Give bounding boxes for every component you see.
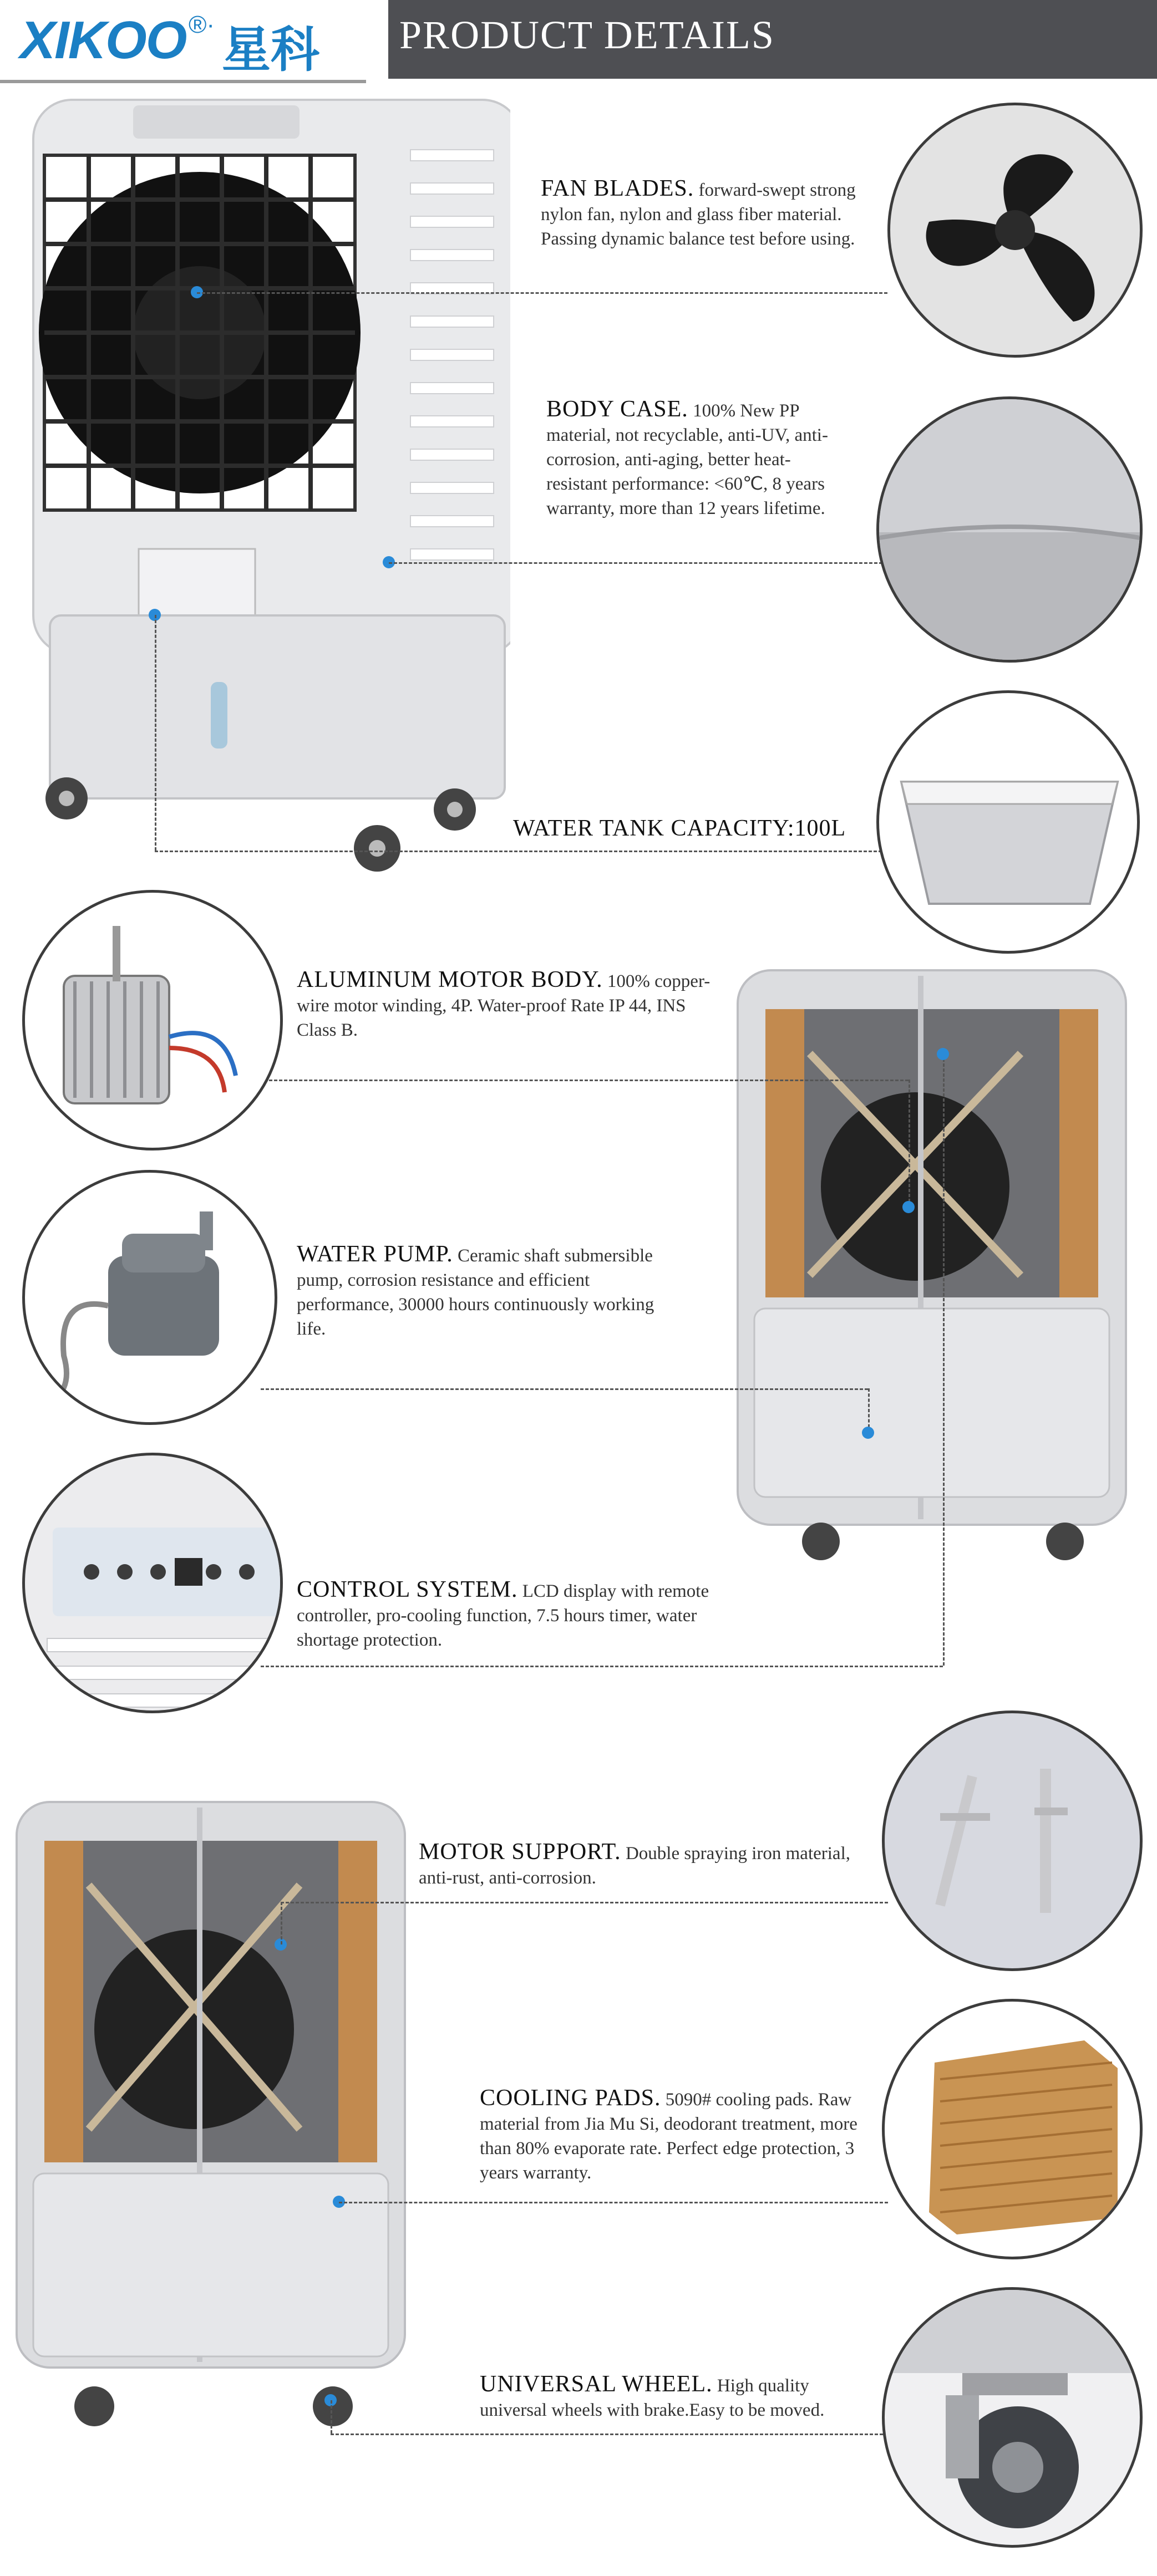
motor-body-leader-line: [269, 1080, 909, 1081]
body-case-icon: [879, 399, 1140, 660]
pump-icon: [25, 1173, 275, 1422]
control-system-text: LCD display with remote controller, pro-cooling function, 7.5 hours timer, water shortage protection.: [297, 1581, 709, 1650]
control-system-title: CONTROL SYSTEM.: [297, 1577, 518, 1602]
fan-blades-leader-line: [197, 292, 887, 294]
page-header: [0, 0, 1157, 83]
motor-body-marker: [902, 1201, 915, 1213]
water-tank-title: WATER TANK CAPACITY:: [513, 816, 795, 841]
body-case-photo: [876, 396, 1143, 663]
motor-body-description: [297, 968, 729, 1042]
open-cooler-side-image: [11, 1796, 410, 2445]
motor-support-leader-line: [281, 1902, 888, 1903]
body-case-title: BODY CASE.: [546, 396, 688, 422]
universal-wheel-photo: [882, 2287, 1143, 2548]
water-tank-leader-line: [155, 851, 887, 852]
control-system-leader-vertical: [943, 1053, 945, 1666]
body-case-description: [546, 397, 835, 521]
motor-support-leader-vertical: [281, 1902, 282, 1944]
universal-wheel-leader-vertical: [331, 2400, 332, 2434]
motor-support-text: Double spraying iron material, anti-rust, anti-corrosion.: [419, 1844, 850, 1888]
front-cooler-image: [22, 94, 510, 898]
open-cooler-image: [732, 965, 1131, 1591]
fan-blades-photo: [887, 103, 1143, 358]
logo-chinese: 星科: [222, 21, 320, 78]
water-tank-leader-vertical: [155, 615, 156, 851]
logo-latin: XIKOO: [20, 11, 186, 70]
fan-blades-description: [541, 176, 862, 251]
cooling-pads-description: [480, 2086, 885, 2185]
universal-wheel-description: [480, 2372, 868, 2422]
cooling-pads-text: 5090# cooling pads. Raw material from Jia Mu Si, deodorant treatment, more than 80% evaporate rate. Perfect edge protection, 3 years warranty.: [480, 2090, 857, 2183]
logo-mark: ®·: [189, 11, 215, 38]
logo: [0, 0, 366, 83]
control-system-photo: [22, 1453, 283, 1713]
motor-support-title: MOTOR SUPPORT.: [419, 1839, 621, 1865]
water-pump-leader-vertical: [868, 1388, 870, 1433]
water-pump-title: WATER PUMP.: [297, 1241, 453, 1267]
control-system-leader-line: [261, 1666, 943, 1667]
cooling-pads-photo: [882, 1999, 1143, 2259]
fan-blade-icon: [890, 105, 1140, 355]
cooling-pads-title: COOLING PADS.: [480, 2085, 661, 2111]
universal-wheel-title: UNIVERSAL WHEEL.: [480, 2371, 713, 2397]
control-system-marker: [937, 1048, 949, 1060]
water-pump-leader-line: [261, 1388, 868, 1390]
support-bracket-icon: [885, 1713, 1140, 1968]
motor-body-text: 100% copper-wire motor winding, 4P. Water-proof Rate IP 44, INS Class B.: [297, 971, 711, 1040]
body-case-text: 100% New PP material, not recyclable, anti-UV, anti-corrosion, anti-aging, better heat-resistant performance: <60℃, 8 years warranty, more than 12 years lifetime.: [546, 401, 828, 518]
motor-body-leader-vertical: [909, 1080, 910, 1207]
fan-blades-text: forward-swept strong nylon fan, nylon and glass fiber material. Passing dynamic balance test before using.: [541, 180, 856, 249]
universal-wheel-leader-line: [331, 2434, 888, 2435]
motor-body-title: ALUMINUM MOTOR BODY.: [297, 967, 603, 992]
water-pump-photo: [22, 1170, 277, 1425]
page-title: PRODUCT DETAILS: [399, 13, 775, 57]
water-tank-value: 100L: [794, 816, 846, 841]
water-pump-text: Ceramic shaft submersible pump, corrosion resistance and efficient performance, 30000 hours continuously working life.: [297, 1246, 654, 1339]
wheel-icon: [885, 2290, 1140, 2545]
control-system-description: [297, 1577, 752, 1652]
water-tank-icon: [879, 693, 1137, 951]
motor-body-photo: [22, 890, 283, 1150]
cooling-pads-leader-line: [339, 2202, 888, 2203]
water-tank-description: [513, 816, 901, 842]
universal-wheel-text: High quality universal wheels with brake.Easy to be moved.: [480, 2376, 825, 2420]
fan-blades-title: FAN BLADES.: [541, 176, 694, 201]
water-tank-photo: [876, 690, 1140, 954]
water-pump-marker: [862, 1427, 874, 1439]
motor-support-photo: [882, 1710, 1143, 1971]
control-panel-icon: [25, 1455, 280, 1710]
motor-icon: [25, 893, 280, 1148]
cooling-pad-icon: [885, 2002, 1140, 2257]
motor-support-description: [419, 1840, 874, 1890]
water-pump-description: [297, 1242, 674, 1341]
body-case-leader-line: [389, 562, 887, 564]
